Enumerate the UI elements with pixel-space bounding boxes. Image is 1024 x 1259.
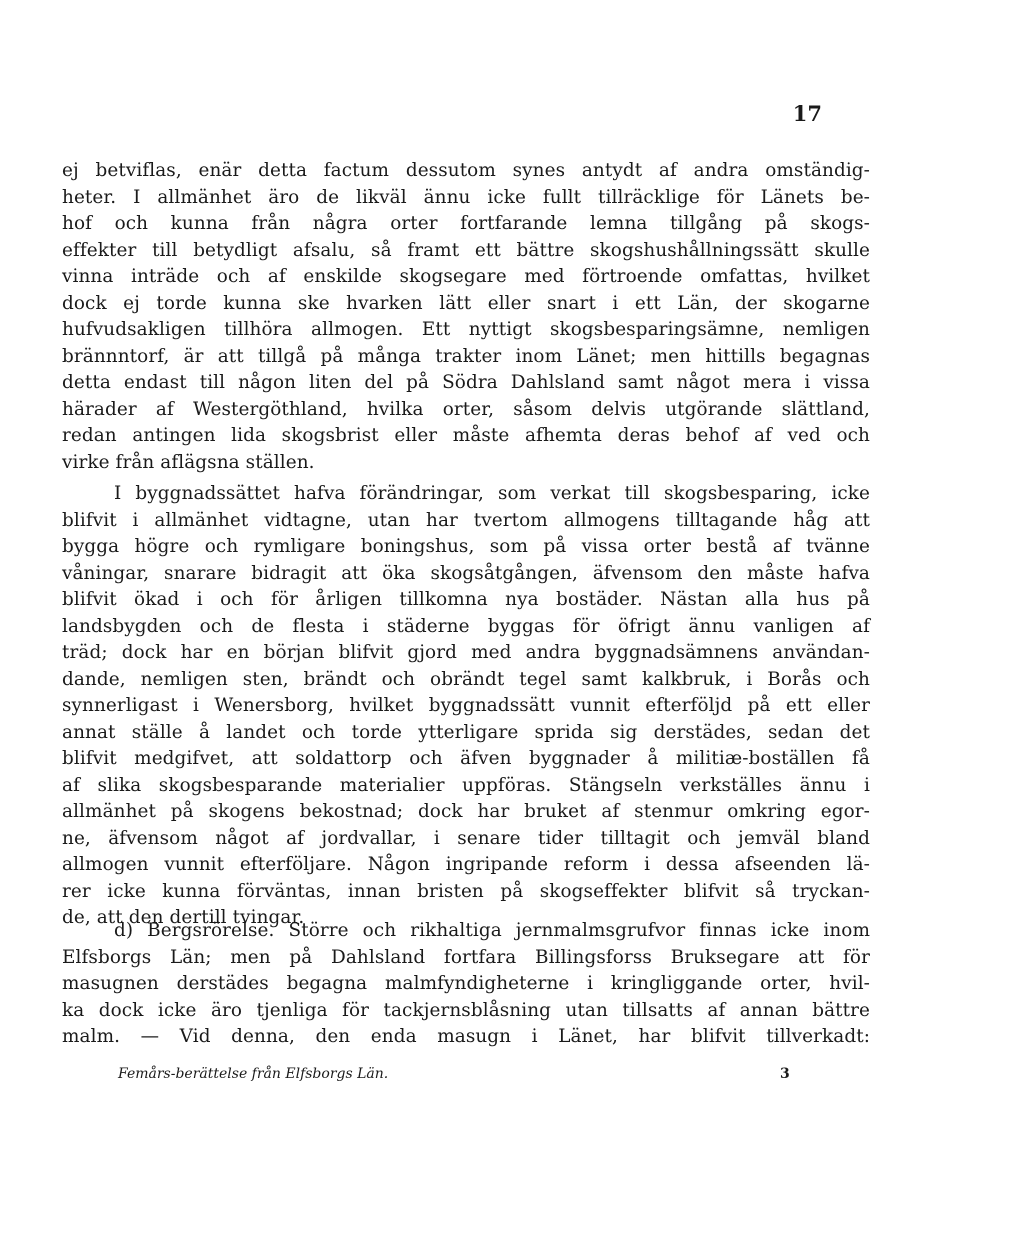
text-line: masugnen derstädes begagna malmfyndigheterne i kringliggande orter, hvil- — [62, 973, 870, 994]
text-line: effekter till betydligt afsalu, så framt ett bättre skogshushållningssätt skulle — [62, 239, 870, 261]
text-line: blifvit i allmänhet vidtagne, utan har tvertom allmogens tilltagande håg att — [62, 509, 870, 531]
text-line: hof och kunna från några orter fortfarande lemna tillgång på skogs- — [62, 213, 870, 234]
text-line: af slika skogsbesparande materialier uppföras. Stängseln verkställes ännu i — [62, 774, 870, 796]
text-line: ej betviflas, enär detta factum dessutom synes antydt af andra omständig- — [62, 160, 870, 181]
text-line: blifvit ökad i och för årligen tillkomna nya bostäder. Nästan alla hus på — [62, 589, 870, 610]
text-line: hufvudsakligen tillhöra allmogen. Ett nyttigt skogsbesparingsämne, nemligen — [62, 319, 870, 340]
text-line: bygga högre och rymligare boningshus, som på vissa orter bestå af tvänne — [62, 536, 870, 557]
text-line: malm. — Vid denna, den enda masugn i Länet, har blifvit tillverkadt: — [62, 1026, 870, 1047]
text-line: ne, äfvensom något af jordvallar, i senare tider tilltagit och jemväl bland — [62, 827, 870, 849]
paragraph-mining — [62, 918, 870, 1051]
text-line: brännntorf, är att tillgå på många trakter inom Länet; men hittills begagnas — [62, 345, 870, 367]
text-line: landsbygden och de flesta i städerne byggas för öfrigt ännu vanligen af — [62, 615, 870, 637]
text-line: virke från aflägsna ställen. — [62, 451, 315, 473]
page-number: 17 — [792, 101, 822, 126]
text-line: allmogen vunnit efterföljare. Någon ingripande reform i dessa afseenden lä- — [62, 854, 870, 875]
text-line: blifvit medgifvet, att soldattorp och äfven byggnader å militiæ-boställen få — [62, 748, 870, 769]
text-line: våningar, snarare bidragit att öka skogsåtgången, äfvensom den måste hafva — [62, 562, 870, 584]
text-line: allmänhet på skogens bekostnad; dock har bruket af stenmur omkring egor- — [62, 801, 870, 822]
footer-title: Femårs-berättelse från Elfsborgs Län. — [118, 1066, 389, 1082]
text-line: redan antingen lida skogsbrist eller måste afhemta deras behof af ved och — [62, 425, 870, 446]
text-line: Elfsborgs Län; men på Dahlsland fortfara Billingsforss Bruksegare att för — [62, 946, 870, 968]
text-line: heter. I allmänhet äro de likväl ännu icke fullt tillräcklige för Länets be- — [62, 186, 870, 208]
text-line: synnerligast i Wenersborg, hvilket byggnadssätt vunnit efterföljd på ett eller — [62, 695, 870, 716]
text-line: vinna inträde och af enskilde skogsegare med förtroende omfattas, hvilket — [62, 266, 870, 287]
text-line: härader af Westergöthland, hvilka orter, såsom delvis utgörande slättland, — [62, 398, 870, 420]
paragraph-building — [62, 481, 870, 932]
text-line: detta endast till någon liten del på Södra Dahlsland samt något mera i vissa — [62, 372, 870, 393]
text-line: dock ej torde kunna ske hvarken lätt eller snart i ett Län, der skogarne — [62, 292, 870, 314]
text-line: träd; dock har en början blifvit gjord med andra byggnadsämnens användan- — [62, 642, 870, 663]
signature-mark: 3 — [780, 1066, 790, 1082]
text-line: d) Bergsrörelse. Större och rikhaltiga jernmalmsgrufvor finnas icke inom — [114, 920, 870, 941]
text-line: dande, nemligen sten, brändt och obrändt tegel samt kalkbruk, i Borås och — [62, 668, 870, 690]
text-line: rer icke kunna förväntas, innan bristen på skogseffekter blifvit så tryckan- — [62, 880, 870, 902]
text-line: de, att den dertill tvingar. — [62, 907, 305, 928]
text-line: I byggnadssättet hafva förändringar, som verkat till skogsbesparing, icke — [114, 483, 870, 504]
paragraph-forestry — [62, 158, 870, 476]
text-line: ka dock icke äro tjenliga för tackjernsblåsning utan tillsatts af annan bättre — [62, 999, 870, 1021]
text-line: annat ställe å landet och torde ytterligare sprida sig derstädes, sedan det — [62, 721, 870, 743]
